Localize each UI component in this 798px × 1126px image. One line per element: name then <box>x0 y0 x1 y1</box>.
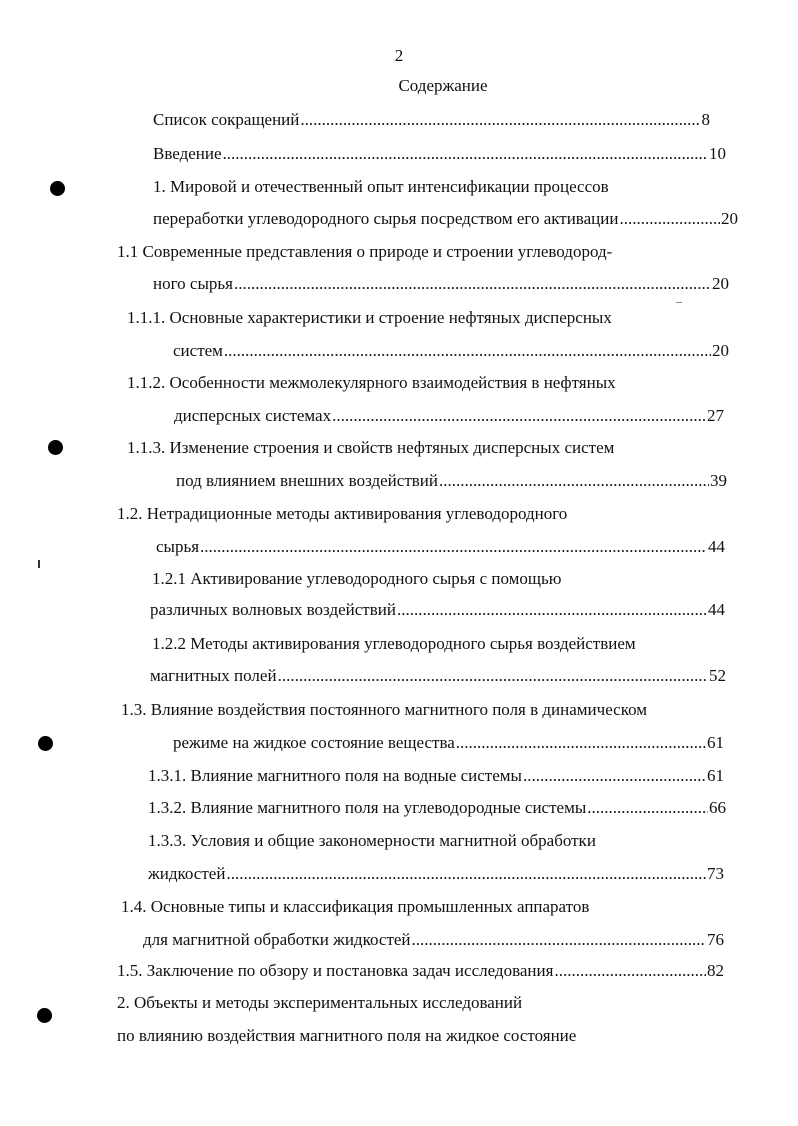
toc-page-number: 44 <box>708 600 725 619</box>
dot-leader <box>234 272 711 296</box>
toc-entry-1-3-1 <box>148 764 724 788</box>
toc-entry-1-1-cont <box>153 272 729 296</box>
toc-entry-chapter-2-cont <box>117 1024 576 1048</box>
dot-leader <box>300 108 700 132</box>
toc-page-number: 73 <box>707 864 724 883</box>
toc-page-number: 66 <box>709 798 726 817</box>
toc-entry-1-1-1 <box>127 306 612 330</box>
toc-entry-text: 1.2.2 Методы активирования углеводородного сырья воздействием <box>152 634 636 653</box>
toc-entry-text: 1.1.2. Особенности межмолекулярного взаимодействия в нефтяных <box>127 373 616 392</box>
binder-hole-mark <box>37 1008 52 1023</box>
dot-leader <box>412 928 706 952</box>
toc-page-number: 61 <box>707 766 724 785</box>
dot-leader <box>223 142 708 166</box>
dot-leader <box>226 862 706 886</box>
toc-entry-1-5 <box>117 959 724 983</box>
dot-leader <box>523 764 706 788</box>
toc-page-number: 20 <box>721 209 738 228</box>
toc-entry-text: 1. Мировой и отечественный опыт интенсификации процессов <box>153 177 609 196</box>
toc-entry-text: 1.4. Основные типы и классификация промышленных аппаратов <box>121 897 590 916</box>
dot-leader <box>278 664 708 688</box>
toc-entry-text: систем <box>173 341 223 360</box>
toc-title: Содержание <box>398 76 488 95</box>
binder-hole-mark <box>50 181 65 196</box>
toc-entry-text: 1.1 Современные представления о природе и строении углеводород- <box>117 242 613 261</box>
toc-entry-1-2-1-cont <box>150 598 725 622</box>
dot-leader <box>332 404 706 428</box>
toc-entry-1-1-3-cont <box>176 469 727 493</box>
toc-entry-text: режиме на жидкое состояние вещества <box>173 733 455 752</box>
toc-entry-1-2-1 <box>152 567 561 591</box>
toc-entry-1-2-cont <box>156 535 725 559</box>
dot-leader <box>587 796 708 820</box>
dot-leader <box>554 959 706 983</box>
toc-entry-text: жидкостей <box>148 864 226 883</box>
toc-entry-text: различных волновых воздействий <box>150 600 396 619</box>
toc-page-number: 39 <box>710 471 727 490</box>
binder-hole-mark <box>48 440 63 455</box>
dot-leader <box>200 535 707 559</box>
toc-entry-text: под влиянием внешних воздействий <box>176 471 438 490</box>
toc-page-number: 27 <box>707 406 724 425</box>
toc-page-number: 82 <box>707 961 724 980</box>
toc-entry-text: 2. Объекты и методы экспериментальных исследований <box>117 993 523 1012</box>
toc-entry-1-1-2 <box>127 371 616 395</box>
toc-page-number: 76 <box>707 930 724 949</box>
toc-entry-1-2-2 <box>152 632 636 656</box>
scan-speck <box>676 302 682 303</box>
page-number: 2 <box>394 46 404 65</box>
toc-entry-chapter-1-cont <box>153 207 738 231</box>
toc-entry-text: 1.2. Нетрадиционные методы активирования углеводородного <box>117 504 568 523</box>
toc-page-number: 52 <box>709 666 726 685</box>
toc-entry-1-3 <box>121 698 647 722</box>
toc-entry-1-2 <box>117 502 567 526</box>
toc-entry-text: 1.3. Влияние воздействия постоянного магнитного поля в динамическом <box>121 700 648 719</box>
toc-entry-text: по влиянию воздействия магнитного поля на жидкое состояние <box>117 1026 577 1045</box>
toc-entry-text: 1.5. Заключение по обзору и постановка задач исследования <box>117 961 554 980</box>
toc-entry-1-1-1-cont <box>173 339 729 363</box>
toc-entry-text: для магнитной обработки жидкостей <box>143 930 411 949</box>
toc-entry-text: магнитных полей <box>150 666 277 685</box>
toc-entry-1-4-cont <box>143 928 724 952</box>
binder-hole-mark <box>38 736 53 751</box>
toc-entry-1-2-2-cont <box>150 664 726 688</box>
toc-entry-1-1 <box>117 240 612 264</box>
toc-entry-text: 1.3.3. Условия и общие закономерности магнитной обработки <box>148 831 596 850</box>
toc-entry-text: 1.1.1. Основные характеристики и строение нефтяных дисперсных <box>127 308 612 327</box>
toc-page-number: 20 <box>712 274 729 293</box>
toc-entry-chapter-1 <box>153 175 609 199</box>
toc-page-number: 61 <box>707 733 724 752</box>
dot-leader <box>439 469 709 493</box>
toc-entry-chapter-2 <box>117 991 522 1015</box>
toc-entry-introduction <box>153 142 726 166</box>
toc-page-number: 8 <box>701 110 710 129</box>
toc-entry-text: переработки углеводородного сырья посредством его активации <box>153 209 619 228</box>
toc-entry-1-3-3 <box>148 829 596 853</box>
toc-entry-1-4 <box>121 895 589 919</box>
toc-entry-1-3-3-cont <box>148 862 724 886</box>
toc-page-number: 44 <box>708 537 725 556</box>
toc-entry-text: Список сокращений <box>153 110 300 129</box>
toc-entry-text: дисперсных системах <box>174 406 332 425</box>
toc-entry-1-3-2 <box>148 796 726 820</box>
toc-entry-1-1-3 <box>127 436 614 460</box>
toc-entry-1-1-2-cont <box>174 404 724 428</box>
dot-leader <box>619 207 720 231</box>
toc-entry-abbreviations <box>153 108 710 132</box>
toc-entry-text: сырья <box>156 537 200 556</box>
toc-entry-text: 1.1.3. Изменение строения и свойств нефтяных дисперсных систем <box>127 438 615 457</box>
toc-entry-text: Введение <box>153 144 222 163</box>
dot-leader <box>224 339 711 363</box>
toc-entry-text: 1.3.2. Влияние магнитного поля на углеводородные системы <box>148 798 587 817</box>
toc-entry-text: 1.3.1. Влияние магнитного поля на водные системы <box>148 766 522 785</box>
toc-entry-text: ного сырья <box>153 274 233 293</box>
dot-leader <box>397 598 707 622</box>
toc-page-number: 10 <box>709 144 726 163</box>
scan-mark <box>38 560 40 568</box>
dot-leader <box>456 731 706 755</box>
toc-entry-1-3-cont <box>173 731 724 755</box>
toc-page-number: 20 <box>712 341 729 360</box>
toc-entry-text: 1.2.1 Активирование углеводородного сырья с помощью <box>152 569 562 588</box>
